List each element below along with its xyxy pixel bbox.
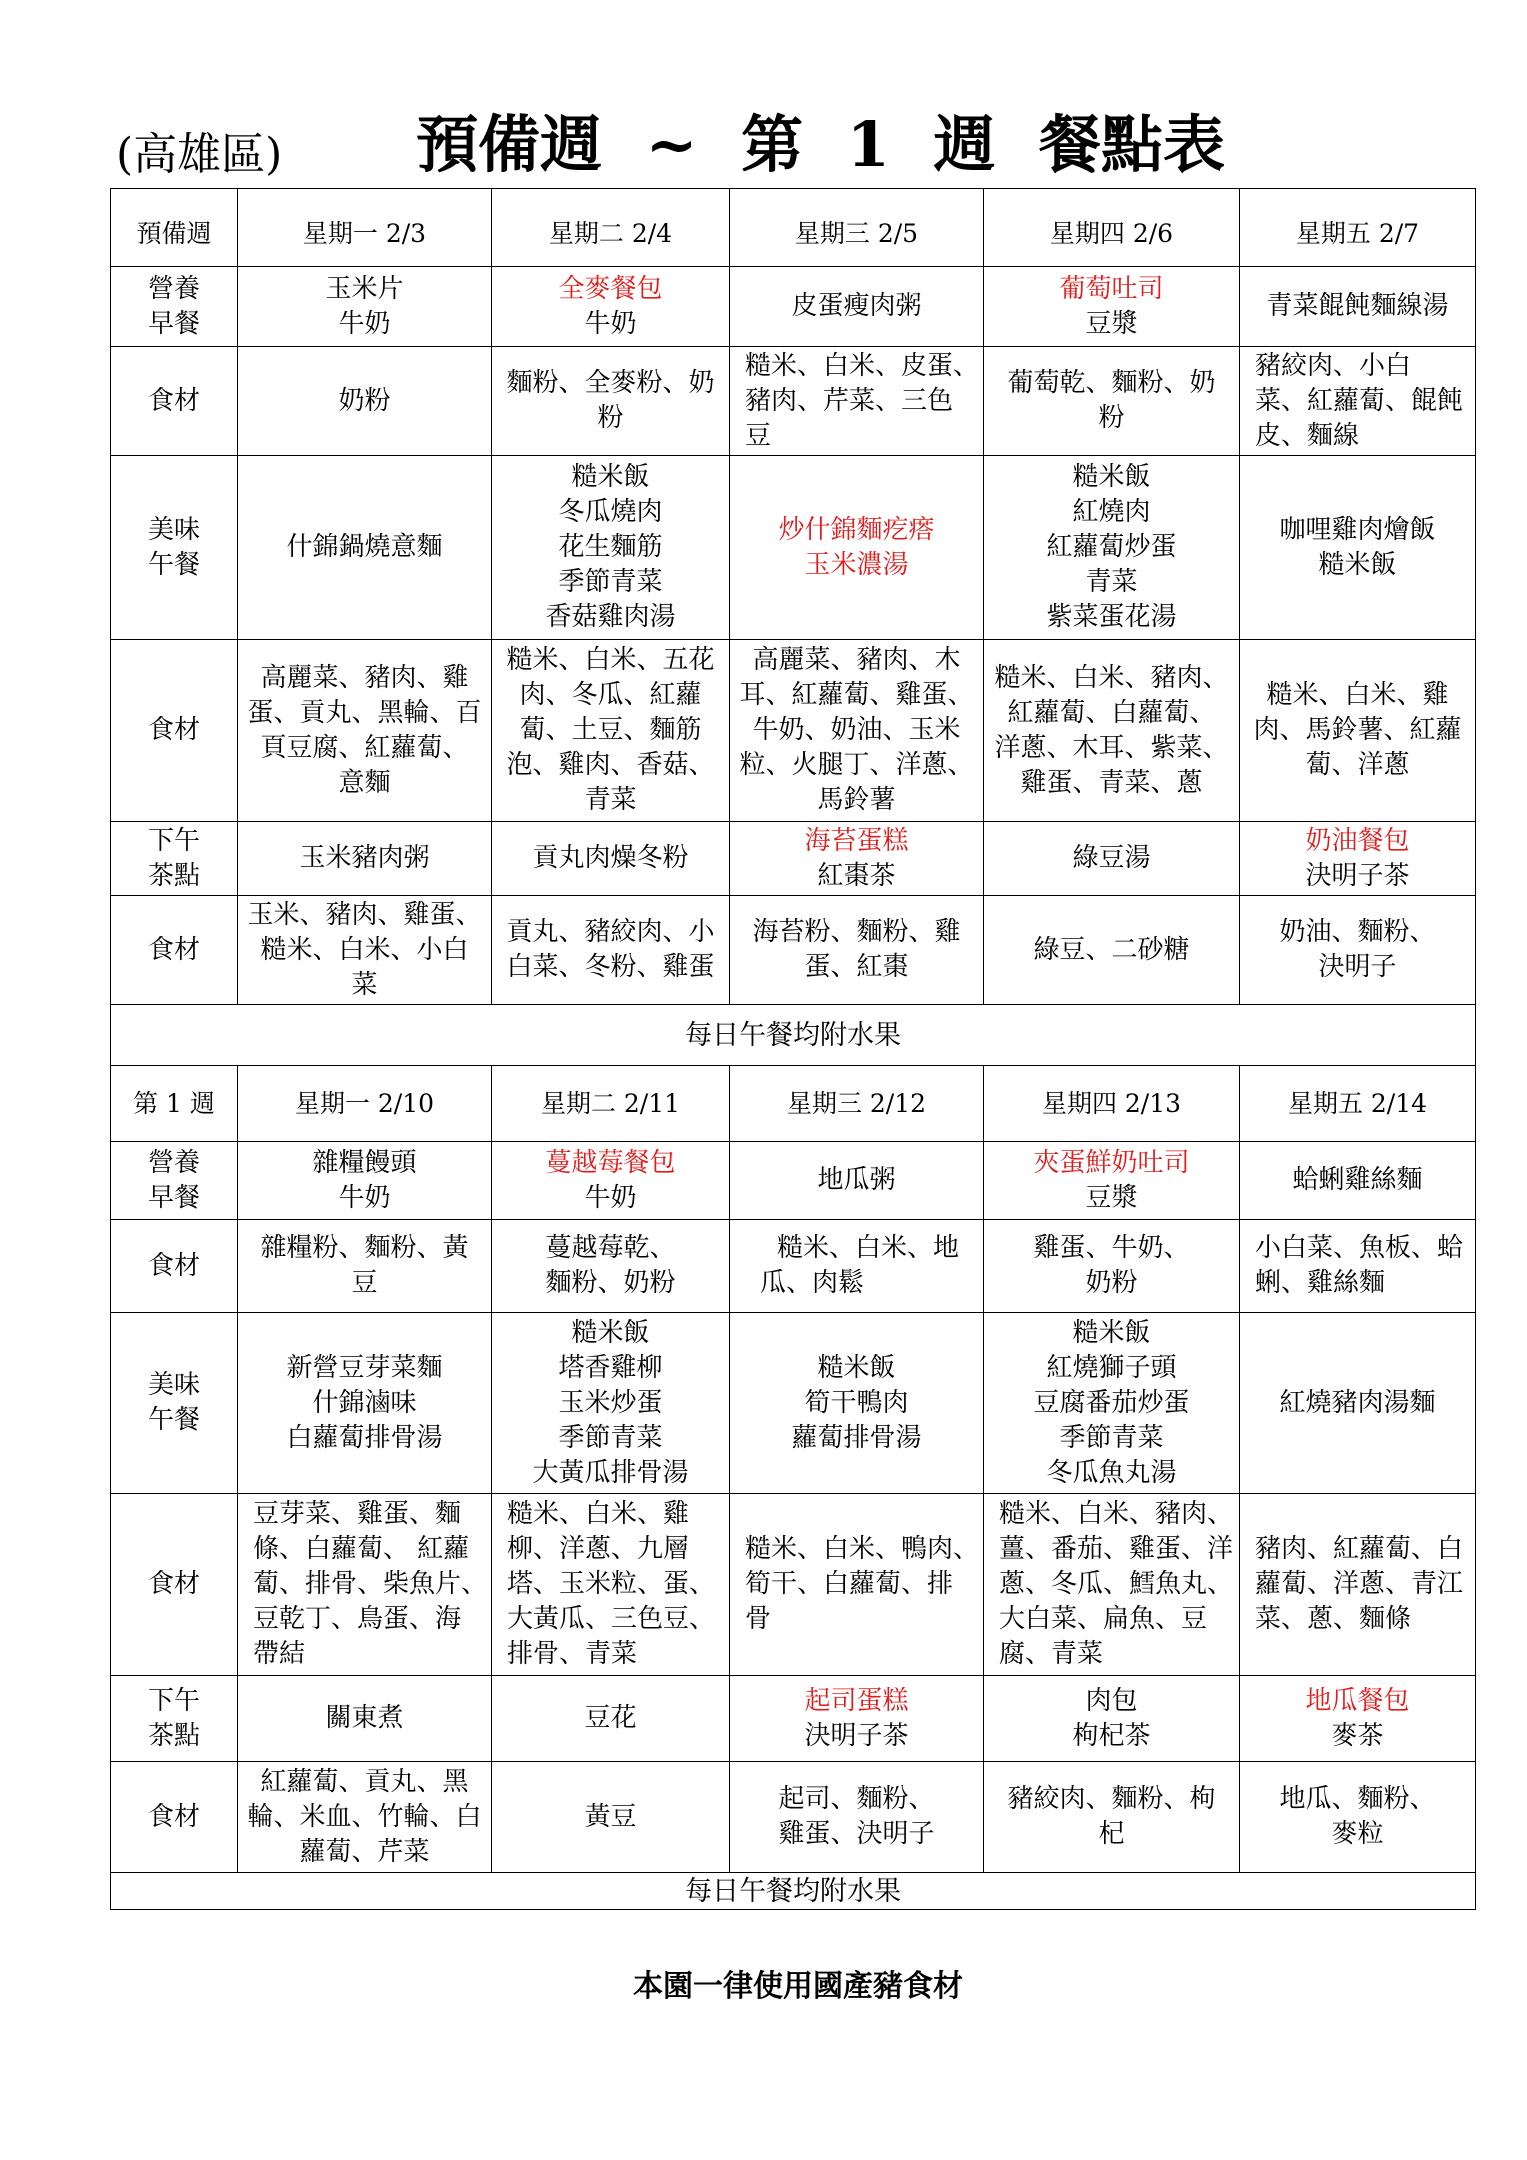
- breakfast-cell-thu: [984, 1142, 1240, 1220]
- snack-ingredients-tue: [492, 896, 730, 1005]
- lunch-item: 紅燒豬肉湯麵: [1279, 1387, 1436, 1418]
- week-label-cell: [111, 189, 238, 267]
- breakfast-ingredients-thu: [984, 347, 1240, 456]
- row-label-text: 下午 茶點: [147, 1685, 200, 1751]
- row-label-text: 美味 午餐: [147, 1370, 200, 1435]
- snack-item: 綠豆湯: [1072, 843, 1151, 873]
- lunch-cell-thu: [984, 1313, 1240, 1494]
- snack-item: 貢丸肉燥冬粉: [532, 843, 689, 873]
- breakfast-cell-wed: [730, 1142, 984, 1220]
- row-label-text: 食材: [147, 934, 200, 965]
- lunch-ingredients-tue: [492, 1494, 730, 1676]
- ingredients-text: 豬絞肉、小白 菜、紅蘿蔔、餛飩 皮、麵線: [1255, 350, 1464, 451]
- breakfast-cell-fri: [1240, 267, 1476, 347]
- breakfast-item: 豆漿: [1085, 1182, 1138, 1213]
- row-label-text: 美味 午餐: [147, 514, 200, 580]
- ingredients-text: 雜糧粉、麵粉、黃 豆: [260, 1233, 469, 1298]
- breakfast-item: 玉米片 牛奶: [325, 273, 404, 339]
- day-header-wed: [730, 189, 984, 267]
- ingredients-text: 糙米、白米、五花 肉、冬瓜、紅蘿 蔔、土豆、麵筋 泡、雞肉、香菇、 青菜: [506, 645, 715, 815]
- lunch-ingredients-mon: [238, 640, 492, 822]
- snack-ingredients-wed: [730, 896, 984, 1005]
- lunch-item: 什錦鍋燒意麵: [286, 532, 443, 562]
- day-header-fri: [1240, 1066, 1476, 1142]
- footer-note: 本園一律使用國產豬食材: [633, 1969, 963, 2004]
- ingredients-text: 糙米、白米、鴨肉、 筍干、白蘿蔔、排 骨: [745, 1534, 980, 1634]
- row-label-ingredients: [111, 896, 238, 1005]
- row-label-breakfast: [111, 267, 238, 347]
- lunch-ingredients-fri: [1240, 1494, 1476, 1676]
- snack-cell-thu: [984, 1676, 1240, 1762]
- row-label-text: 食材: [147, 715, 200, 745]
- lunch-cell-fri: [1240, 1313, 1476, 1494]
- breakfast-ingredients-wed: [730, 1220, 984, 1313]
- snack-item: 關東煮: [325, 1703, 404, 1733]
- lunch-cell-mon: [238, 456, 492, 640]
- row-label-snack: [111, 1676, 238, 1762]
- lunch-cell-wed: [730, 456, 984, 640]
- snack-ingredients-thu: [984, 1762, 1240, 1873]
- day-header-text: 星期四 2/13: [1041, 1089, 1182, 1118]
- row-label-breakfast: [111, 1142, 238, 1220]
- lunch-cell-tue: [492, 1313, 730, 1494]
- snack-item: 決明子茶: [1305, 860, 1410, 891]
- breakfast-ingredients-tue: [492, 1220, 730, 1313]
- snack-cell-fri: [1240, 822, 1476, 896]
- ingredients-text: 雞蛋、牛奶、 奶粉: [1033, 1233, 1190, 1298]
- breakfast-item: 牛奶: [584, 308, 637, 339]
- breakfast-item: 豆漿: [1085, 308, 1138, 339]
- breakfast-cell-tue: [492, 1142, 730, 1220]
- snack-special-item: 海苔蛋糕: [804, 825, 909, 856]
- ingredients-text: 蔓越莓乾、 麵粉、奶粉: [545, 1233, 676, 1298]
- snack-ingredients-wed: [730, 1762, 984, 1873]
- ingredients-text: 起司、麵粉、 雞蛋、決明子: [778, 1784, 935, 1849]
- ingredients-text: 玉米、豬肉、雞蛋、 糙米、白米、小白 菜: [247, 899, 482, 1000]
- page-title: 預備週 ~ 第 1 週 餐點表: [416, 108, 1226, 181]
- ingredients-text: 黃豆: [584, 1801, 637, 1832]
- ingredients-text: 糙米、白米、豬肉、 薑、番茄、雞蛋、洋 蔥、冬瓜、鱈魚丸、 大白菜、扁魚、豆 腐、青菜: [999, 1499, 1234, 1669]
- day-header-text: 星期三 2/12: [786, 1089, 927, 1118]
- week-label-cell: [111, 1066, 238, 1142]
- lunch-item: 糙米飯 冬瓜燒肉 花生麵筋 季節青菜 香菇雞肉湯: [545, 462, 676, 632]
- lunch-item: 糙米飯 紅燒肉 紅蘿蔔炒蛋 青菜 紫菜蛋花湯: [1046, 462, 1177, 632]
- day-header-thu: [984, 1066, 1240, 1142]
- snack-ingredients-mon: [238, 896, 492, 1005]
- week-label: 第 1 週: [133, 1089, 215, 1118]
- ingredients-text: 糙米、白米、雞 柳、洋蔥、九層 塔、玉米粒、蛋、 大黃瓜、三色豆、 排骨、青菜: [507, 1499, 716, 1669]
- ingredients-text: 糙米、白米、雞 肉、馬鈴薯、紅蘿 蔔、洋蔥: [1253, 680, 1462, 780]
- snack-item: 玉米豬肉粥: [299, 843, 430, 873]
- row-label-text: 營養 早餐: [147, 1147, 200, 1213]
- breakfast-cell-fri: [1240, 1142, 1476, 1220]
- snack-item: 紅棗茶: [817, 860, 896, 891]
- snack-item: 麥茶: [1331, 1720, 1384, 1751]
- snack-cell-mon: [238, 822, 492, 896]
- menu-table: [110, 188, 1476, 1910]
- ingredients-text: 糙米、白米、豬肉、 紅蘿蔔、白蘿蔔、 洋蔥、木耳、紫菜、 雞蛋、青菜、蔥: [994, 662, 1229, 798]
- day-header-text: 星期五 2/7: [1295, 219, 1420, 248]
- row-label-ingredients: [111, 1494, 238, 1676]
- day-header-text: 星期一 2/10: [294, 1089, 435, 1118]
- fruit-note: 每日午餐均附水果: [685, 1875, 901, 1907]
- region-label: (高雄區): [116, 129, 283, 180]
- fruit-note-row: [111, 1873, 1476, 1910]
- ingredients-text: 小白菜、魚板、蛤 蜊、雞絲麵: [1255, 1233, 1464, 1298]
- row-label-text: 食材: [147, 1250, 200, 1281]
- breakfast-item: 蛤蜊雞絲麵: [1292, 1165, 1423, 1195]
- breakfast-special-item: 夾蛋鮮奶吐司: [1033, 1147, 1190, 1178]
- breakfast-ingredients-fri: [1240, 347, 1476, 456]
- lunch-item: 新營豆芽菜麵 什錦滷味 白蘿蔔排骨湯: [286, 1352, 443, 1453]
- row-label-ingredients: [111, 1220, 238, 1313]
- day-header-tue: [492, 189, 730, 267]
- lunch-ingredients-mon: [238, 1494, 492, 1676]
- snack-item: 決明子茶: [804, 1720, 909, 1751]
- ingredients-text: 海苔粉、麵粉、雞 蛋、紅棗: [752, 917, 961, 982]
- ingredients-text: 高麗菜、豬肉、木 耳、紅蘿蔔、雞蛋、 牛奶、奶油、玉米 粒、火腿丁、洋蔥、 馬鈴薯: [739, 645, 974, 815]
- breakfast-cell-tue: [492, 267, 730, 347]
- ingredients-text: 高麗菜、豬肉、雞 蛋、貢丸、黑輪、百 頁豆腐、紅蘿蔔、 意麵: [247, 662, 482, 798]
- snack-cell-tue: [492, 1676, 730, 1762]
- breakfast-cell-wed: [730, 267, 984, 347]
- ingredients-text: 奶粉: [338, 385, 391, 416]
- day-header-tue: [492, 1066, 730, 1142]
- snack-cell-wed: [730, 1676, 984, 1762]
- breakfast-ingredients-fri: [1240, 1220, 1476, 1313]
- breakfast-cell-mon: [238, 267, 492, 347]
- snack-ingredients-fri: [1240, 1762, 1476, 1873]
- day-header-mon: [238, 189, 492, 267]
- lunch-cell-wed: [730, 1313, 984, 1494]
- lunch-item: 糙米飯 紅燒獅子頭 豆腐番茄炒蛋 季節青菜 冬瓜魚丸湯: [1033, 1317, 1190, 1488]
- lunch-item: 糙米飯 塔香雞柳 玉米炒蛋 季節青菜 大黃瓜排骨湯: [532, 1317, 689, 1488]
- lunch-ingredients-thu: [984, 640, 1240, 822]
- breakfast-cell-mon: [238, 1142, 492, 1220]
- breakfast-ingredients-mon: [238, 347, 492, 456]
- snack-cell-thu: [984, 822, 1240, 896]
- row-label-lunch: [111, 1313, 238, 1494]
- breakfast-special-item: 蔓越莓餐包: [545, 1147, 676, 1178]
- lunch-ingredients-tue: [492, 640, 730, 822]
- day-header-thu: [984, 189, 1240, 267]
- lunch-ingredients-fri: [1240, 640, 1476, 822]
- breakfast-ingredients-tue: [492, 347, 730, 456]
- day-header-text: 星期四 2/6: [1049, 219, 1174, 248]
- ingredients-text: 奶油、麵粉、 決明子: [1279, 917, 1436, 982]
- day-header-text: 星期五 2/14: [1287, 1089, 1428, 1118]
- lunch-cell-tue: [492, 456, 730, 640]
- lunch-ingredients-wed: [730, 1494, 984, 1676]
- breakfast-item: 青菜餛飩麵線湯: [1266, 291, 1449, 321]
- row-label-text: 食材: [147, 1801, 200, 1832]
- breakfast-item: 牛奶: [584, 1182, 637, 1213]
- snack-cell-mon: [238, 1676, 492, 1762]
- lunch-ingredients-wed: [730, 640, 984, 822]
- lunch-cell-thu: [984, 456, 1240, 640]
- breakfast-special-item: 葡萄吐司: [1059, 273, 1164, 304]
- ingredients-text: 豆芽菜、雞蛋、麵 條、白蘿蔔、 紅蘿 蔔、排骨、柴魚片、 豆乾丁、鳥蛋、海 帶結: [253, 1499, 488, 1669]
- row-label-text: 食材: [147, 385, 200, 416]
- row-label-ingredients: [111, 640, 238, 822]
- breakfast-cell-thu: [984, 267, 1240, 347]
- snack-ingredients-thu: [984, 896, 1240, 1005]
- snack-special-item: 地瓜餐包: [1305, 1685, 1410, 1716]
- day-header-text: 星期二 2/4: [548, 219, 673, 248]
- snack-special-item: 起司蛋糕: [804, 1685, 909, 1716]
- row-label-ingredients: [111, 1762, 238, 1873]
- row-label-text: 營養 早餐: [147, 273, 200, 339]
- lunch-cell-fri: [1240, 456, 1476, 640]
- breakfast-ingredients-thu: [984, 1220, 1240, 1313]
- breakfast-special-item: 全麥餐包: [558, 273, 663, 304]
- snack-cell-fri: [1240, 1676, 1476, 1762]
- row-label-snack: [111, 822, 238, 896]
- ingredients-text: 貢丸、豬絞肉、小 白菜、冬粉、雞蛋: [506, 917, 715, 982]
- lunch-special-item: 炒什錦麵疙瘩 玉米濃湯: [778, 514, 935, 580]
- breakfast-ingredients-mon: [238, 1220, 492, 1313]
- lunch-item: 糙米飯 筍干鴨肉 蘿蔔排骨湯: [791, 1352, 922, 1453]
- snack-ingredients-fri: [1240, 896, 1476, 1005]
- ingredients-text: 綠豆、二砂糖: [1033, 934, 1190, 965]
- ingredients-text: 糙米、白米、皮蛋、 豬肉、芹菜、三色 豆: [745, 350, 980, 451]
- breakfast-item: 雜糧饅頭 牛奶: [312, 1147, 417, 1213]
- lunch-ingredients-thu: [984, 1494, 1240, 1676]
- lunch-item: 咖哩雞肉燴飯 糙米飯: [1279, 514, 1436, 580]
- ingredients-text: 豬肉、紅蘿蔔、白 蘿蔔、洋蔥、青江 菜、蔥、麵條: [1255, 1534, 1464, 1634]
- day-header-mon: [238, 1066, 492, 1142]
- day-header-fri: [1240, 189, 1476, 267]
- snack-item: 豆花: [584, 1703, 637, 1733]
- breakfast-ingredients-wed: [730, 347, 984, 456]
- day-header-text: 星期二 2/11: [540, 1089, 681, 1118]
- breakfast-item: 地瓜粥: [817, 1165, 896, 1195]
- snack-special-item: 奶油餐包: [1305, 825, 1410, 856]
- ingredients-text: 豬絞肉、麵粉、枸 杞: [1007, 1784, 1216, 1849]
- day-header-wed: [730, 1066, 984, 1142]
- lunch-cell-mon: [238, 1313, 492, 1494]
- ingredients-text: 麵粉、全麥粉、奶 粉: [506, 368, 715, 433]
- row-label-ingredients: [111, 347, 238, 456]
- week-label: 預備週: [136, 219, 212, 248]
- row-label-text: 下午 茶點: [147, 825, 200, 891]
- snack-cell-tue: [492, 822, 730, 896]
- ingredients-text: 紅蘿蔔、貢丸、黑 輪、米血、竹輪、白 蘿蔔、芹菜: [247, 1766, 482, 1867]
- day-header-text: 星期三 2/5: [794, 219, 919, 248]
- row-label-lunch: [111, 456, 238, 640]
- snack-ingredients-tue: [492, 1762, 730, 1873]
- ingredients-text: 糙米、白米、地 瓜、肉鬆: [760, 1233, 960, 1298]
- breakfast-item: 皮蛋瘦肉粥: [791, 291, 922, 321]
- ingredients-text: 葡萄乾、麵粉、奶 粉: [1007, 368, 1216, 433]
- row-label-text: 食材: [147, 1569, 200, 1599]
- ingredients-text: 地瓜、麵粉、 麥粒: [1279, 1784, 1436, 1849]
- day-header-text: 星期一 2/3: [302, 219, 427, 248]
- snack-ingredients-mon: [238, 1762, 492, 1873]
- snack-cell-wed: [730, 822, 984, 896]
- snack-item: 肉包 枸杞茶: [1072, 1685, 1151, 1751]
- fruit-note-row: [111, 1005, 1476, 1066]
- fruit-note: 每日午餐均附水果: [685, 1019, 901, 1051]
